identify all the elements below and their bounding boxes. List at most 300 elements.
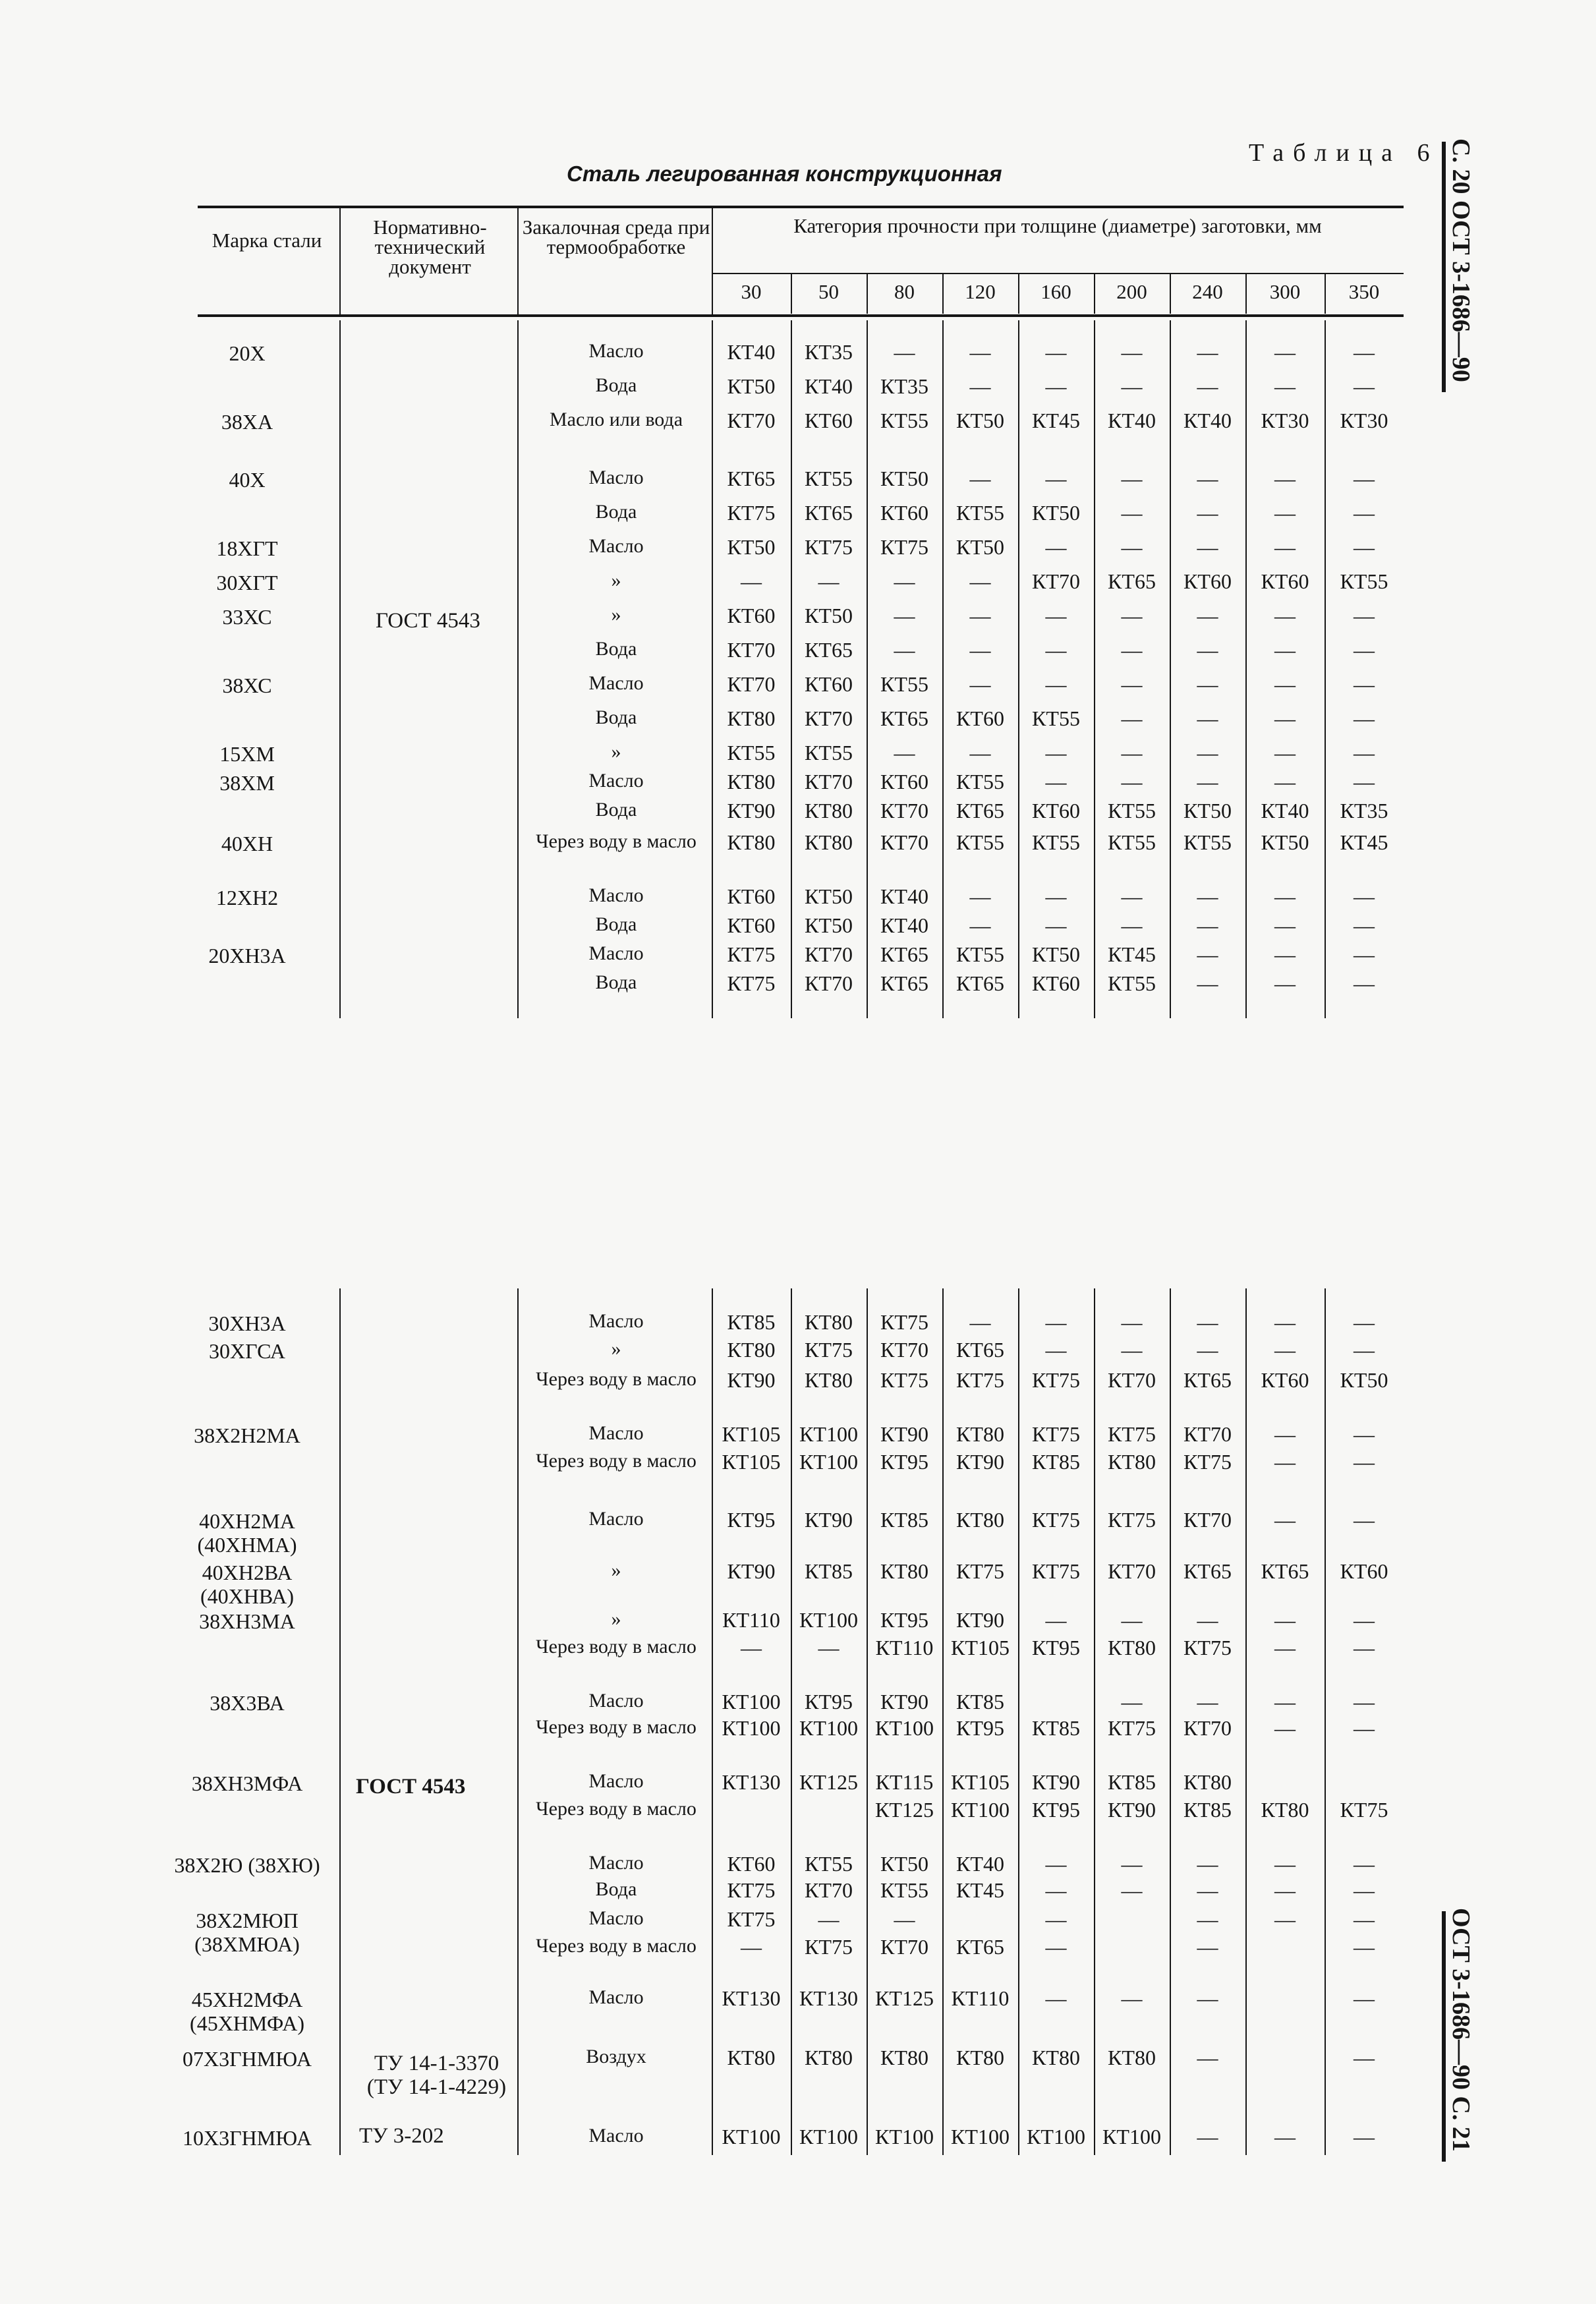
thickness-header-50: 50 (818, 280, 839, 303)
strength-category: КТ80 (805, 1368, 853, 1392)
steel-grade: 20ХН3А (208, 944, 286, 967)
strength-category: КТ75 (880, 1310, 928, 1334)
strength-category: КТ90 (956, 1608, 1004, 1632)
strength-category: КТ75 (956, 1559, 1004, 1583)
strength-category: КТ45 (956, 1878, 1004, 1902)
strength-category: — (1354, 535, 1375, 559)
strength-category: КТ70 (1183, 1716, 1232, 1740)
strength-category: — (1354, 467, 1375, 490)
strength-category: — (1197, 706, 1218, 730)
quench-medium: » (611, 569, 621, 591)
column-line (1170, 1288, 1171, 2155)
strength-category: — (1274, 1450, 1296, 1474)
quench-medium: Масло (588, 884, 644, 906)
column-line (1325, 1288, 1326, 2155)
strength-category: — (1197, 2125, 1218, 2148)
strength-category: — (1274, 741, 1296, 764)
strength-category: КТ65 (880, 706, 928, 730)
section1-document: ГОСТ 4543 (376, 609, 480, 633)
strength-category: КТ75 (1032, 1422, 1080, 1446)
strength-category: КТ75 (727, 1878, 776, 1902)
header-category: Категория прочности при толщине (диаметре) заготовки, мм (793, 214, 1322, 237)
thickness-separator (942, 274, 944, 314)
strength-category: КТ75 (727, 942, 776, 966)
strength-category: КТ75 (727, 1907, 776, 1931)
strength-category: КТ100 (799, 1450, 858, 1474)
strength-category: КТ65 (805, 501, 853, 525)
strength-category: КТ80 (956, 2046, 1004, 2069)
strength-category: — (1354, 913, 1375, 937)
strength-category: КТ80 (1032, 2046, 1080, 2069)
strength-category: КТ65 (1183, 1368, 1232, 1392)
strength-category: — (969, 374, 991, 398)
strength-category: — (1354, 942, 1375, 966)
column-line (1325, 320, 1326, 1018)
strength-category: — (1045, 1608, 1067, 1632)
quench-medium: Через воду в масло (536, 1798, 697, 1820)
strength-category: КТ40 (1183, 409, 1232, 432)
strength-category: КТ100 (875, 1716, 934, 1740)
strength-category: КТ60 (1032, 799, 1080, 822)
column-line (517, 1288, 519, 2155)
strength-category: КТ85 (880, 1508, 928, 1532)
strength-category: КТ65 (956, 1338, 1004, 1362)
strength-category: — (1121, 1338, 1143, 1362)
strength-category: — (1354, 2125, 1375, 2148)
quench-medium: Масло (588, 340, 644, 362)
strength-category: КТ80 (880, 1559, 928, 1583)
strength-category: КТ85 (1108, 1770, 1156, 1794)
strength-category: — (1121, 1852, 1143, 1876)
strength-category: КТ100 (951, 1798, 1010, 1822)
strength-category: КТ100 (722, 2125, 781, 2148)
strength-category: — (1121, 340, 1143, 364)
quench-medium: » (611, 741, 621, 763)
strength-category: КТ60 (1032, 971, 1080, 995)
strength-category: — (1045, 604, 1067, 627)
steel-grade: 07Х3ГНМЮА (183, 2047, 312, 2071)
strength-category: КТ80 (956, 1508, 1004, 1532)
strength-category: КТ70 (805, 770, 853, 793)
steel-grade: 20Х (229, 341, 266, 365)
strength-category: КТ70 (1108, 1559, 1156, 1583)
strength-category: КТ55 (1183, 830, 1232, 854)
strength-category: — (1121, 706, 1143, 730)
strength-category: — (1121, 638, 1143, 662)
strength-category: КТ125 (799, 1770, 858, 1794)
steel-grade: 30ХН3А (208, 1311, 286, 1335)
header-separator (339, 207, 341, 314)
strength-category: — (969, 569, 991, 593)
strength-category: КТ65 (956, 799, 1004, 822)
strength-category: — (1121, 501, 1143, 525)
strength-category: — (1197, 340, 1218, 364)
strength-category: — (1197, 913, 1218, 937)
strength-category: КТ55 (1108, 971, 1156, 995)
strength-category: — (1197, 884, 1218, 908)
strength-category: КТ50 (1032, 501, 1080, 525)
strength-category: КТ70 (880, 799, 928, 822)
strength-category: — (1121, 672, 1143, 696)
thickness-separator (791, 274, 792, 314)
strength-category: КТ50 (880, 467, 928, 490)
strength-category: — (1274, 1310, 1296, 1334)
strength-category: — (1274, 913, 1296, 937)
strength-category: КТ100 (799, 1422, 858, 1446)
steel-grade: 30ХГТ (216, 571, 278, 594)
strength-category: — (1045, 374, 1067, 398)
strength-category: КТ60 (880, 770, 928, 793)
strength-category: — (741, 1935, 762, 1959)
thickness-header-120: 120 (965, 280, 996, 303)
strength-category: — (1197, 770, 1218, 793)
strength-category: — (894, 569, 915, 593)
strength-category: КТ75 (1183, 1450, 1232, 1474)
thickness-separator (1170, 274, 1171, 314)
steel-grade: 40ХН2ВА (40ХНВА) (200, 1561, 294, 1608)
strength-category: КТ85 (727, 1310, 776, 1334)
strength-category: — (1354, 1852, 1375, 1876)
strength-category: КТ90 (880, 1690, 928, 1714)
section2-document-gost: ГОСТ 4543 (356, 1775, 466, 1799)
strength-category: КТ80 (727, 770, 776, 793)
strength-category: КТ100 (951, 2125, 1010, 2148)
strength-category: КТ65 (805, 638, 853, 662)
strength-category: — (969, 884, 991, 908)
strength-category: — (969, 604, 991, 627)
strength-category: — (1274, 1852, 1296, 1876)
strength-category: КТ40 (1261, 799, 1309, 822)
strength-category: КТ100 (799, 1716, 858, 1740)
quench-medium: Через воду в масло (536, 1935, 697, 1957)
strength-category: КТ75 (1032, 1559, 1080, 1583)
steel-grade: 38ХМ (219, 771, 275, 795)
quench-medium: Масло (588, 1852, 644, 1874)
strength-category: — (1274, 638, 1296, 662)
quench-medium: Масло (588, 1422, 644, 1444)
strength-category: КТ125 (875, 1986, 934, 2010)
strength-category: КТ55 (1340, 569, 1388, 593)
strength-category: КТ75 (1183, 1636, 1232, 1659)
strength-category: КТ75 (805, 1935, 853, 1959)
strength-category: КТ65 (1261, 1559, 1309, 1583)
strength-category: КТ80 (805, 2046, 853, 2069)
strength-category: КТ95 (805, 1690, 853, 1714)
strength-category: — (1045, 638, 1067, 662)
strength-category: КТ55 (805, 741, 853, 764)
strength-category: — (1274, 1422, 1296, 1446)
column-line (1018, 320, 1019, 1018)
strength-category: — (1045, 1338, 1067, 1362)
strength-category: — (1274, 1508, 1296, 1532)
column-line (1018, 1288, 1019, 2155)
strength-category: — (818, 1636, 840, 1659)
strength-category: — (1354, 884, 1375, 908)
column-line (942, 1288, 944, 2155)
strength-category: КТ75 (1108, 1716, 1156, 1740)
strength-category: КТ40 (1108, 409, 1156, 432)
column-line (339, 1288, 341, 2155)
strength-category: КТ50 (1261, 830, 1309, 854)
strength-category: — (1274, 1907, 1296, 1931)
strength-category: — (1274, 2125, 1296, 2148)
strength-category: — (1121, 1878, 1143, 1902)
strength-category: — (1197, 604, 1218, 627)
thickness-separator (1325, 274, 1326, 314)
strength-category: — (1274, 971, 1296, 995)
strength-category: КТ80 (1261, 1798, 1309, 1822)
strength-category: КТ50 (880, 1852, 928, 1876)
strength-category: КТ40 (727, 340, 776, 364)
strength-category: КТ130 (722, 1986, 781, 2010)
header-separator (712, 207, 713, 314)
strength-category: КТ45 (1340, 830, 1388, 854)
quench-medium: Масло (588, 1907, 644, 1929)
strength-category: — (1197, 672, 1218, 696)
quench-medium: Вода (595, 799, 637, 821)
strength-category: — (1354, 1907, 1375, 1931)
quench-medium: » (611, 1608, 621, 1630)
strength-category: — (1045, 913, 1067, 937)
quench-medium: Вода (595, 1878, 637, 1900)
strength-category: — (1197, 971, 1218, 995)
strength-category: КТ60 (1340, 1559, 1388, 1583)
column-line (1094, 320, 1095, 1018)
strength-category: — (1354, 770, 1375, 793)
strength-category: КТ55 (1032, 830, 1080, 854)
strength-category: — (1197, 467, 1218, 490)
steel-grade: 38Х3ВА (210, 1691, 285, 1715)
strength-category: — (1354, 672, 1375, 696)
strength-category: — (969, 672, 991, 696)
strength-category: — (1274, 1878, 1296, 1902)
strength-category: — (1121, 1690, 1143, 1714)
strength-category: — (1274, 1608, 1296, 1632)
strength-category: КТ75 (805, 1338, 853, 1362)
quench-medium: Масло (588, 2125, 644, 2146)
strength-category: КТ100 (1027, 2125, 1085, 2148)
strength-category: — (1045, 1310, 1067, 1334)
column-line (712, 320, 713, 1018)
strength-category: КТ40 (805, 374, 853, 398)
strength-category: КТ40 (880, 913, 928, 937)
side-rule-top (1442, 142, 1446, 392)
thickness-separator (1094, 274, 1095, 314)
strength-category: КТ100 (799, 2125, 858, 2148)
steel-grade: 38Х2Ю (38ХЮ) (174, 1853, 320, 1877)
strength-category: КТ50 (727, 535, 776, 559)
strength-category: КТ80 (1183, 1770, 1232, 1794)
strength-category: КТ90 (727, 799, 776, 822)
strength-category: КТ55 (805, 467, 853, 490)
strength-category: — (969, 467, 991, 490)
strength-category: КТ70 (727, 409, 776, 432)
quench-medium: Через воду в масло (536, 830, 697, 852)
strength-category: КТ70 (880, 830, 928, 854)
strength-category: КТ50 (727, 374, 776, 398)
quench-medium: Масло (588, 1310, 644, 1332)
strength-category: КТ90 (956, 1450, 1004, 1474)
strength-category: КТ80 (727, 830, 776, 854)
strength-category: КТ60 (805, 409, 853, 432)
thickness-header-200: 200 (1116, 280, 1147, 303)
strength-category: — (1045, 884, 1067, 908)
strength-category: — (1354, 638, 1375, 662)
strength-category: — (969, 1310, 991, 1334)
thickness-separator (1018, 274, 1019, 314)
strength-category: — (969, 340, 991, 364)
steel-grade: 33ХС (222, 605, 272, 629)
strength-category: КТ65 (727, 467, 776, 490)
side-rule-bottom (1442, 1911, 1446, 2162)
strength-category: КТ55 (1108, 830, 1156, 854)
steel-grade: 40ХН (221, 832, 273, 855)
strength-category: КТ75 (880, 1368, 928, 1392)
strength-category: — (1354, 1508, 1375, 1532)
strength-category: КТ55 (1032, 706, 1080, 730)
column-line (867, 320, 868, 1018)
strength-category: — (894, 741, 915, 764)
strength-category: — (1045, 1986, 1067, 2010)
strength-category: КТ80 (805, 1310, 853, 1334)
strength-category: КТ60 (956, 706, 1004, 730)
strength-category: КТ50 (1340, 1368, 1388, 1392)
strength-category: КТ90 (727, 1559, 776, 1583)
column-line (339, 320, 341, 1018)
thickness-separator (867, 274, 868, 314)
strength-category: — (1197, 741, 1218, 764)
strength-category: — (1045, 340, 1067, 364)
section2-document-tu1: ТУ 14-1-3370 (ТУ 14-1-4229) (366, 2052, 507, 2099)
strength-category: КТ80 (1108, 1636, 1156, 1659)
steel-grade: 38Х2Н2МА (194, 1424, 300, 1447)
quench-medium: Через воду в масло (536, 1368, 697, 1390)
column-line (791, 320, 792, 1018)
strength-category: КТ40 (956, 1852, 1004, 1876)
strength-category: КТ55 (880, 672, 928, 696)
strength-category: — (818, 1907, 840, 1931)
thickness-header-80: 80 (894, 280, 915, 303)
quench-medium: Масло (588, 942, 644, 964)
steel-grade: 40ХН2МА (40ХНМА) (197, 1509, 297, 1557)
strength-category: КТ60 (1261, 569, 1309, 593)
strength-category: КТ95 (880, 1450, 928, 1474)
header-document: Нормативно-технический документ (373, 216, 487, 278)
strength-category: — (741, 569, 762, 593)
strength-category: КТ70 (805, 942, 853, 966)
strength-category: КТ55 (956, 770, 1004, 793)
steel-grade: 15ХМ (219, 742, 275, 766)
steel-grade: 45ХН2МФА (45ХНМФА) (190, 1988, 304, 2035)
quench-medium: Вода (595, 638, 637, 660)
strength-category: КТ55 (956, 942, 1004, 966)
strength-category: — (1354, 604, 1375, 627)
quench-medium: Масло (588, 1508, 644, 1530)
thickness-separator (1245, 274, 1247, 314)
strength-category: КТ75 (727, 501, 776, 525)
strength-category: КТ55 (880, 1878, 928, 1902)
column-line (791, 1288, 792, 2155)
thickness-header-350: 350 (1348, 280, 1380, 303)
strength-category: КТ95 (1032, 1798, 1080, 1822)
strength-category: КТ60 (727, 604, 776, 627)
strength-category: КТ70 (1183, 1422, 1232, 1446)
strength-category: — (1197, 1690, 1218, 1714)
strength-category: — (1197, 2046, 1218, 2069)
strength-category: — (1197, 1608, 1218, 1632)
strength-category: — (1274, 770, 1296, 793)
strength-category: КТ50 (1183, 799, 1232, 822)
strength-category: КТ80 (727, 2046, 776, 2069)
strength-category: КТ45 (1032, 409, 1080, 432)
column-line (712, 1288, 713, 2155)
strength-category: — (1354, 340, 1375, 364)
strength-category: КТ70 (805, 706, 853, 730)
strength-category: КТ75 (880, 535, 928, 559)
strength-category: КТ110 (951, 1986, 1010, 2010)
strength-category: — (1197, 1878, 1218, 1902)
strength-category: КТ95 (1032, 1636, 1080, 1659)
column-line (1170, 320, 1171, 1018)
strength-category: КТ105 (951, 1636, 1010, 1659)
column-line (1094, 1288, 1095, 2155)
strength-category: КТ55 (1108, 799, 1156, 822)
strength-category: КТ80 (727, 1338, 776, 1362)
strength-category: — (894, 340, 915, 364)
strength-category: КТ80 (727, 706, 776, 730)
strength-category: КТ70 (1183, 1508, 1232, 1532)
strength-category: КТ80 (880, 2046, 928, 2069)
strength-category: — (1354, 1338, 1375, 1362)
strength-category: — (1121, 741, 1143, 764)
strength-category: КТ75 (727, 971, 776, 995)
quench-medium: Через воду в масло (536, 1716, 697, 1738)
strength-category: — (1274, 942, 1296, 966)
strength-category: КТ100 (875, 2125, 934, 2148)
strength-category: — (894, 604, 915, 627)
strength-category: — (1274, 1716, 1296, 1740)
steel-grade: 10Х3ГНМЮА (183, 2126, 312, 2150)
strength-category: КТ50 (956, 535, 1004, 559)
strength-category: КТ100 (722, 1690, 781, 1714)
strength-category: — (894, 1907, 915, 1931)
strength-category: — (1274, 374, 1296, 398)
strength-category: КТ85 (1183, 1798, 1232, 1822)
strength-category: КТ30 (1261, 409, 1309, 432)
strength-category: — (1121, 1986, 1143, 2010)
strength-category: КТ60 (727, 913, 776, 937)
strength-category: КТ70 (1108, 1368, 1156, 1392)
strength-category: КТ80 (805, 799, 853, 822)
strength-category: КТ35 (805, 340, 853, 364)
strength-category: КТ75 (1340, 1798, 1388, 1822)
strength-category: — (1274, 1690, 1296, 1714)
strength-category: КТ55 (805, 1852, 853, 1876)
strength-category: КТ60 (727, 1852, 776, 1876)
thickness-header-160: 160 (1040, 280, 1071, 303)
strength-category: — (894, 638, 915, 662)
strength-category: КТ60 (805, 672, 853, 696)
strength-category: — (1354, 1716, 1375, 1740)
thickness-header-30: 30 (741, 280, 762, 303)
strength-category: — (1197, 501, 1218, 525)
quench-medium: Масло (588, 672, 644, 694)
steel-grade: 38ХС (222, 674, 272, 697)
strength-category: — (1354, 1935, 1375, 1959)
strength-category: — (1274, 1338, 1296, 1362)
strength-category: — (741, 1636, 762, 1659)
column-line (867, 1288, 868, 2155)
